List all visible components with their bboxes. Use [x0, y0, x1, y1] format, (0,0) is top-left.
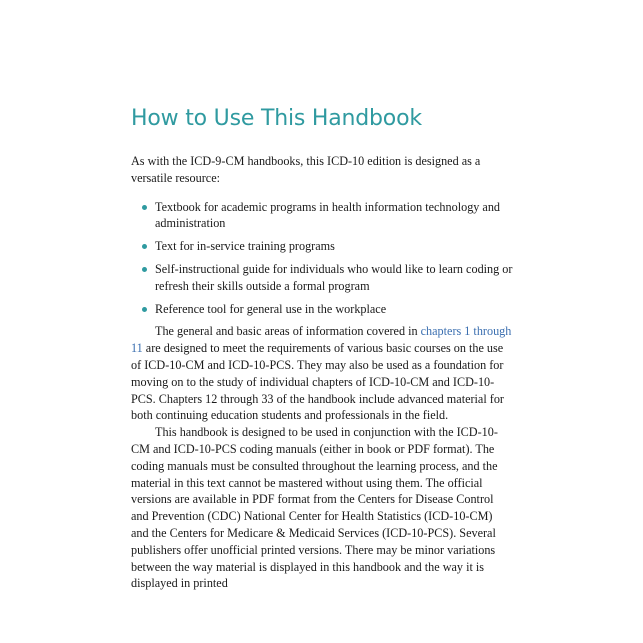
paragraph-chapters	[131, 323, 513, 424]
body-text	[131, 153, 513, 592]
list-item-text: Self-instructional guide for individuals who would like to learn coding or refresh their skills outside a formal program	[155, 261, 513, 293]
paragraph-text: The general and basic areas of information covered in	[155, 324, 421, 339]
list-item-text: Text for in-service training programs	[155, 239, 335, 254]
paragraph-text: are designed to meet the requirements of various basic courses on the use of ICD-10-CM and ICD-10-PCS. They may also be used as a foundation for moving on to the study of individual chapters of ICD-10-CM and ICD-10-PCS. Chapters 12 through 33 of the handbook include advanced material for both continuing education students and professionals in the field.	[131, 341, 504, 423]
list-item	[155, 238, 513, 255]
bullet-icon	[142, 307, 147, 312]
list-item-text: Reference tool for general use in the workplace	[155, 301, 387, 316]
bullet-icon	[142, 267, 147, 272]
page-title: How to Use This Handbook	[131, 106, 422, 131]
bullet-icon	[142, 205, 147, 210]
list-item	[155, 261, 513, 295]
bullet-icon	[142, 244, 147, 249]
list-item	[155, 301, 513, 318]
list-item	[155, 199, 513, 233]
intro-paragraph: As with the ICD-9-CM handbooks, this ICD-10 edition is designed as a versatile resource:	[131, 154, 481, 185]
paragraph-usage: This handbook is designed to be used in conjunction with the ICD-10-CM and ICD-10-PCS coding manuals (either in book or PDF format). The coding manuals must be consulted throughout the learning process, and the material in this text cannot be mastered without using them. The official versions are available in PDF format from the Centers for Disease Control and Prevention (CDC) National Center for Health Statistics (ICD-10-CM) and the Centers for Medicare & Medicaid Services (ICD-10-PCS). Several publishers offer unofficial printed versions. There may be minor variations between the way material is displayed in this handbook and the way it is displayed in printed	[131, 425, 498, 591]
chapters-link[interactable]: chapters 1 through 11	[131, 324, 512, 356]
usage-list	[131, 199, 513, 318]
list-item-text: Textbook for academic programs in health information technology and administration	[155, 199, 501, 231]
